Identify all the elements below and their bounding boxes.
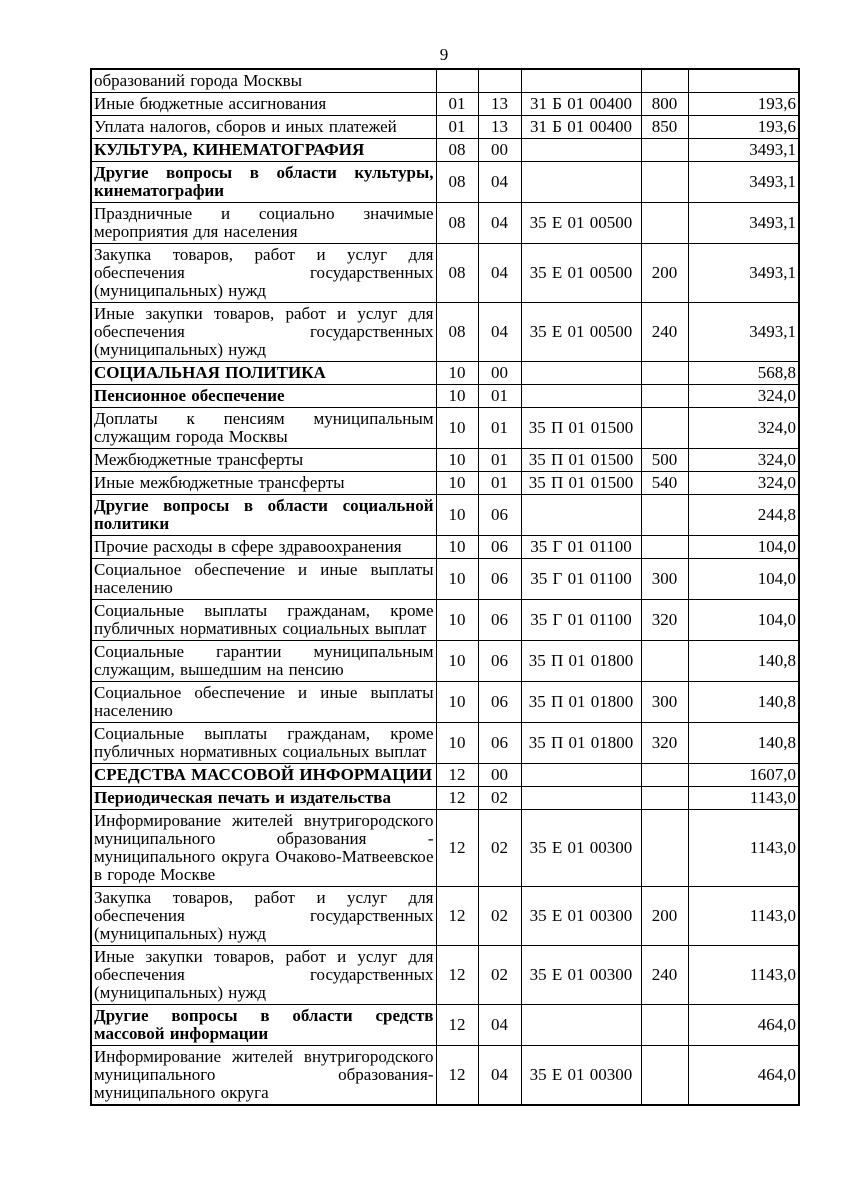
cell-amount: 568,8 <box>688 362 799 385</box>
table-row <box>91 408 799 449</box>
cell-expenditure-name: СОЦИАЛЬНАЯ ПОЛИТИКА <box>91 362 436 385</box>
table-row <box>91 1005 799 1046</box>
cell-target-article-code: 35 Е 01 00500 <box>521 303 641 362</box>
cell-subsection-code: 01 <box>478 449 521 472</box>
table-row <box>91 385 799 408</box>
cell-subsection-code: 04 <box>478 203 521 244</box>
cell-expense-type-code <box>641 362 688 385</box>
cell-expense-type-code: 320 <box>641 723 688 764</box>
table-row <box>91 559 799 600</box>
cell-expenditure-name: Иные закупки товаров, работ и услуг для обеспечения государственных (муниципальных) нужд <box>91 303 436 362</box>
cell-expenditure-name: Прочие расходы в сфере здравоохранения <box>91 536 436 559</box>
cell-amount <box>688 69 799 93</box>
cell-expenditure-name: Уплата налогов, сборов и иных платежей <box>91 116 436 139</box>
cell-expenditure-name: Социальное обеспечение и иные выплаты населению <box>91 682 436 723</box>
cell-target-article-code: 35 Г 01 01100 <box>521 559 641 600</box>
cell-amount: 3493,1 <box>688 244 799 303</box>
cell-amount: 324,0 <box>688 449 799 472</box>
cell-target-article-code <box>521 764 641 787</box>
cell-subsection-code: 04 <box>478 303 521 362</box>
cell-expenditure-name: Периодическая печать и издательства <box>91 787 436 810</box>
cell-subsection-code: 04 <box>478 244 521 303</box>
cell-expense-type-code <box>641 536 688 559</box>
table-row <box>91 946 799 1005</box>
cell-expense-type-code <box>641 1046 688 1106</box>
cell-section-code: 10 <box>436 682 478 723</box>
cell-amount: 3493,1 <box>688 139 799 162</box>
budget-table <box>90 68 800 1106</box>
cell-section-code: 08 <box>436 139 478 162</box>
cell-expense-type-code <box>641 810 688 887</box>
cell-subsection-code: 00 <box>478 139 521 162</box>
cell-target-article-code <box>521 495 641 536</box>
cell-section-code: 10 <box>436 408 478 449</box>
table-row <box>91 449 799 472</box>
cell-section-code: 10 <box>436 362 478 385</box>
cell-target-article-code: 35 Е 01 00300 <box>521 1046 641 1106</box>
cell-expenditure-name: Межбюджетные трансферты <box>91 449 436 472</box>
table-row <box>91 536 799 559</box>
cell-expenditure-name: Социальные выплаты гражданам, кроме публичных нормативных социальных выплат <box>91 723 436 764</box>
table-row <box>91 1046 799 1106</box>
cell-subsection-code: 00 <box>478 362 521 385</box>
cell-section-code: 12 <box>436 1046 478 1106</box>
cell-expenditure-name: Информирование жителей внутригородского муниципального образования - муниципального округа Очаково-Матвеевское в городе Москве <box>91 810 436 887</box>
cell-section-code: 10 <box>436 536 478 559</box>
cell-subsection-code: 06 <box>478 495 521 536</box>
cell-amount: 324,0 <box>688 385 799 408</box>
cell-expenditure-name: Доплаты к пенсиям муниципальным служащим города Москвы <box>91 408 436 449</box>
cell-target-article-code: 35 Е 01 00500 <box>521 244 641 303</box>
cell-expenditure-name: Социальные гарантии муниципальным служащим, вышедшим на пенсию <box>91 641 436 682</box>
cell-expense-type-code: 850 <box>641 116 688 139</box>
cell-section-code: 10 <box>436 559 478 600</box>
table-row <box>91 600 799 641</box>
cell-expense-type-code <box>641 69 688 93</box>
cell-subsection-code: 02 <box>478 946 521 1005</box>
cell-amount: 464,0 <box>688 1046 799 1106</box>
cell-expense-type-code <box>641 787 688 810</box>
cell-expenditure-name: Другие вопросы в области социальной политики <box>91 495 436 536</box>
cell-section-code: 10 <box>436 472 478 495</box>
cell-target-article-code <box>521 385 641 408</box>
cell-amount: 140,8 <box>688 641 799 682</box>
cell-target-article-code: 35 Е 01 00300 <box>521 946 641 1005</box>
cell-expense-type-code: 300 <box>641 559 688 600</box>
cell-expenditure-name: Закупка товаров, работ и услуг для обеспечения государственных (муниципальных) нужд <box>91 244 436 303</box>
cell-amount: 464,0 <box>688 1005 799 1046</box>
cell-expense-type-code: 240 <box>641 946 688 1005</box>
cell-expenditure-name: Праздничные и социально значимые мероприятия для населения <box>91 203 436 244</box>
cell-target-article-code <box>521 1005 641 1046</box>
cell-amount: 324,0 <box>688 408 799 449</box>
cell-target-article-code <box>521 787 641 810</box>
table-row <box>91 162 799 203</box>
cell-section-code <box>436 69 478 93</box>
cell-amount: 104,0 <box>688 536 799 559</box>
cell-target-article-code: 31 Б 01 00400 <box>521 116 641 139</box>
cell-expenditure-name: СРЕДСТВА МАССОВОЙ ИНФОРМАЦИИ <box>91 764 436 787</box>
cell-amount: 3493,1 <box>688 303 799 362</box>
cell-target-article-code: 35 Е 01 00500 <box>521 203 641 244</box>
cell-subsection-code: 04 <box>478 1046 521 1106</box>
cell-expense-type-code: 500 <box>641 449 688 472</box>
table-row <box>91 362 799 385</box>
cell-subsection-code <box>478 69 521 93</box>
table-row <box>91 887 799 946</box>
table-row <box>91 810 799 887</box>
cell-section-code: 12 <box>436 1005 478 1046</box>
cell-section-code: 01 <box>436 116 478 139</box>
cell-subsection-code: 02 <box>478 787 521 810</box>
cell-section-code: 10 <box>436 385 478 408</box>
table-row <box>91 116 799 139</box>
cell-subsection-code: 13 <box>478 93 521 116</box>
cell-subsection-code: 06 <box>478 682 521 723</box>
cell-target-article-code <box>521 69 641 93</box>
cell-expenditure-name: Пенсионное обеспечение <box>91 385 436 408</box>
cell-subsection-code: 04 <box>478 162 521 203</box>
cell-expense-type-code: 200 <box>641 244 688 303</box>
cell-amount: 3493,1 <box>688 162 799 203</box>
table-row <box>91 682 799 723</box>
cell-amount: 324,0 <box>688 472 799 495</box>
cell-amount: 3493,1 <box>688 203 799 244</box>
table-row <box>91 495 799 536</box>
cell-expenditure-name: Иные закупки товаров, работ и услуг для обеспечения государственных (муниципальных) нужд <box>91 946 436 1005</box>
cell-section-code: 12 <box>436 787 478 810</box>
cell-target-article-code <box>521 162 641 203</box>
cell-target-article-code <box>521 362 641 385</box>
cell-subsection-code: 06 <box>478 641 521 682</box>
cell-amount: 140,8 <box>688 682 799 723</box>
cell-subsection-code: 06 <box>478 559 521 600</box>
cell-expense-type-code: 200 <box>641 887 688 946</box>
cell-section-code: 10 <box>436 600 478 641</box>
table-row <box>91 203 799 244</box>
cell-amount: 193,6 <box>688 116 799 139</box>
page-number: 9 <box>439 45 449 64</box>
table-row <box>91 787 799 810</box>
cell-amount: 104,0 <box>688 600 799 641</box>
cell-section-code: 10 <box>436 495 478 536</box>
cell-subsection-code: 13 <box>478 116 521 139</box>
cell-section-code: 08 <box>436 303 478 362</box>
cell-amount: 140,8 <box>688 723 799 764</box>
cell-amount: 104,0 <box>688 559 799 600</box>
cell-section-code: 12 <box>436 764 478 787</box>
cell-expense-type-code <box>641 203 688 244</box>
cell-subsection-code: 01 <box>478 408 521 449</box>
cell-expense-type-code <box>641 385 688 408</box>
table-row <box>91 303 799 362</box>
table-row <box>91 139 799 162</box>
cell-subsection-code: 06 <box>478 600 521 641</box>
cell-section-code: 01 <box>436 93 478 116</box>
cell-expenditure-name: Социальное обеспечение и иные выплаты населению <box>91 559 436 600</box>
cell-amount: 193,6 <box>688 93 799 116</box>
cell-amount: 1143,0 <box>688 810 799 887</box>
cell-subsection-code: 00 <box>478 764 521 787</box>
cell-expense-type-code <box>641 162 688 203</box>
cell-expense-type-code <box>641 495 688 536</box>
cell-target-article-code: 35 П 01 01800 <box>521 641 641 682</box>
cell-target-article-code: 35 П 01 01500 <box>521 449 641 472</box>
table-row <box>91 641 799 682</box>
cell-target-article-code: 35 П 01 01500 <box>521 408 641 449</box>
cell-expenditure-name: Информирование жителей внутригородского муниципального образования- муниципального округа <box>91 1046 436 1106</box>
table-row <box>91 472 799 495</box>
cell-target-article-code: 35 П 01 01800 <box>521 723 641 764</box>
cell-expenditure-name: КУЛЬТУРА, КИНЕМАТОГРАФИЯ <box>91 139 436 162</box>
cell-target-article-code: 31 Б 01 00400 <box>521 93 641 116</box>
cell-subsection-code: 01 <box>478 385 521 408</box>
cell-amount: 1143,0 <box>688 787 799 810</box>
cell-subsection-code: 06 <box>478 536 521 559</box>
cell-target-article-code <box>521 139 641 162</box>
cell-section-code: 12 <box>436 810 478 887</box>
cell-amount: 1143,0 <box>688 887 799 946</box>
table-row <box>91 723 799 764</box>
cell-amount: 244,8 <box>688 495 799 536</box>
cell-subsection-code: 04 <box>478 1005 521 1046</box>
table-row <box>91 93 799 116</box>
cell-section-code: 12 <box>436 946 478 1005</box>
cell-amount: 1143,0 <box>688 946 799 1005</box>
table-row <box>91 69 799 93</box>
cell-section-code: 10 <box>436 723 478 764</box>
cell-expense-type-code: 300 <box>641 682 688 723</box>
cell-section-code: 10 <box>436 641 478 682</box>
cell-expense-type-code: 320 <box>641 600 688 641</box>
cell-section-code: 08 <box>436 162 478 203</box>
cell-target-article-code: 35 Г 01 01100 <box>521 536 641 559</box>
cell-subsection-code: 06 <box>478 723 521 764</box>
cell-expenditure-name: Социальные выплаты гражданам, кроме публичных нормативных социальных выплат <box>91 600 436 641</box>
cell-target-article-code: 35 Г 01 01100 <box>521 600 641 641</box>
cell-expenditure-name: Закупка товаров, работ и услуг для обеспечения государственных (муниципальных) нужд <box>91 887 436 946</box>
cell-expense-type-code <box>641 641 688 682</box>
cell-target-article-code: 35 П 01 01800 <box>521 682 641 723</box>
cell-section-code: 08 <box>436 203 478 244</box>
cell-expense-type-code <box>641 408 688 449</box>
cell-expense-type-code: 240 <box>641 303 688 362</box>
cell-expenditure-name: образований города Москвы <box>91 69 436 93</box>
cell-subsection-code: 02 <box>478 810 521 887</box>
table-row <box>91 764 799 787</box>
table-row <box>91 244 799 303</box>
cell-expenditure-name: Иные межбюджетные трансферты <box>91 472 436 495</box>
cell-expenditure-name: Другие вопросы в области культуры, кинематографии <box>91 162 436 203</box>
cell-expense-type-code <box>641 139 688 162</box>
cell-expense-type-code <box>641 1005 688 1046</box>
cell-target-article-code: 35 П 01 01500 <box>521 472 641 495</box>
cell-subsection-code: 01 <box>478 472 521 495</box>
cell-subsection-code: 02 <box>478 887 521 946</box>
cell-target-article-code: 35 Е 01 00300 <box>521 887 641 946</box>
cell-expenditure-name: Другие вопросы в области средств массовой информации <box>91 1005 436 1046</box>
budget-table-body <box>91 69 799 1105</box>
cell-expenditure-name: Иные бюджетные ассигнования <box>91 93 436 116</box>
cell-target-article-code: 35 Е 01 00300 <box>521 810 641 887</box>
cell-amount: 1607,0 <box>688 764 799 787</box>
cell-expense-type-code: 540 <box>641 472 688 495</box>
cell-expense-type-code <box>641 764 688 787</box>
cell-section-code: 10 <box>436 449 478 472</box>
cell-expense-type-code: 800 <box>641 93 688 116</box>
cell-section-code: 08 <box>436 244 478 303</box>
cell-section-code: 12 <box>436 887 478 946</box>
